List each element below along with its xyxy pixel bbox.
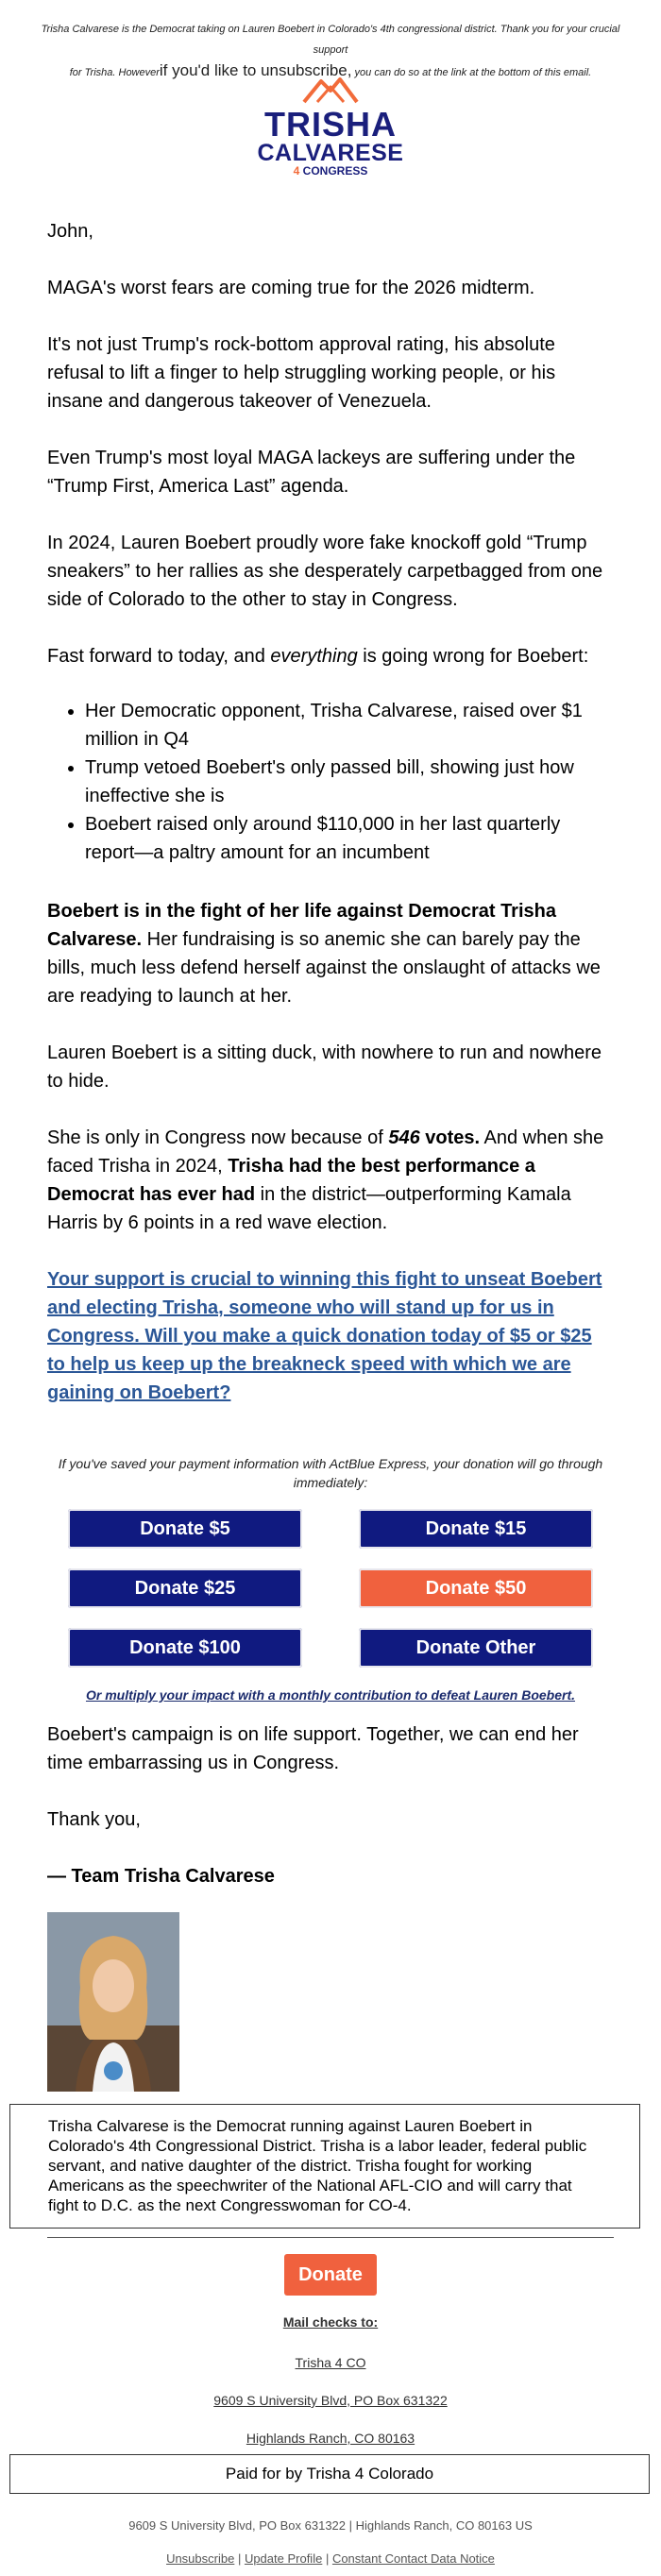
p5-emphasis: everything [270, 646, 358, 667]
paragraph-1: MAGA's worst fears are coming true for the 2026 midterm. [47, 278, 535, 298]
paragraph-3: Even Trump's most loyal MAGA lackeys are suffering under the “Trump First, America Last” agenda. [47, 448, 576, 497]
candidate-bio: Trisha Calvarese is the Democrat running against Lauren Boebert in Colorado's 4th Congressional District. Trisha is a labor leader, federal public servant, and native daughter of the district. Trisha fought for working Americans as the speechwriter of the National AFL-CIO and will carry that fight to D.C. as the next Congresswoman for CO-4. [9, 2104, 640, 2229]
list-item: • Boebert raised only around $110,000 in her last quarterly report—a paltry amount for an incumbent [85, 810, 614, 867]
data-notice-link[interactable]: Constant Contact Data Notice [331, 2551, 495, 2566]
p8-vote-count: 546 [388, 1127, 420, 1148]
candidate-photo [47, 1912, 179, 2092]
paragraph-6 [47, 897, 614, 1010]
donate-25-button[interactable]: Donate $25 [68, 1568, 302, 1608]
donate-other-button[interactable]: Donate Other [359, 1628, 593, 1668]
campaign-logo [250, 76, 411, 176]
divider [47, 2237, 614, 2238]
footer-separator: | [234, 2551, 245, 2566]
mail-checks-heading: Mail checks to: [282, 2314, 379, 2330]
footer-separator: | [322, 2551, 332, 2566]
mountain-logo-icon [300, 76, 361, 104]
donate-5-button[interactable]: Donate $5 [68, 1509, 302, 1549]
thank-you: Thank you, [47, 1809, 141, 1830]
p6-rest: Her fundraising is so anemic she can barely pay the bills, much less defend herself against the onslaught of attacks we are readying to launch at her. [47, 929, 601, 1007]
monthly-contribution-link[interactable]: Or multiply your impact with a monthly contribution to defeat Lauren Boebert. [85, 1687, 576, 1703]
logo-tagline-text: CONGRESS [302, 164, 368, 178]
list-item: • Trump vetoed Boebert's only passed bill, showing just how ineffective she is [85, 754, 614, 810]
candidate-portrait-icon [47, 1912, 179, 2092]
greeting: John, [47, 221, 93, 242]
preheader [38, 19, 623, 83]
bullet-list [47, 697, 614, 867]
p8-text-c: in the district—outperforming Kamala Harris by 6 points in a red wave election. [47, 1184, 571, 1233]
p5-text-b: is going wrong for Boebert: [357, 646, 589, 667]
logo-tagline [250, 164, 411, 178]
list-item: • Her Democratic opponent, Trisha Calvarese, raised over $1 million in Q4 [85, 697, 614, 754]
paragraph-2: It's not just Trump's rock-bottom approval rating, his absolute refusal to lift a finger to help struggling working people, or his insane and dangerous takeover of Venezuela. [47, 334, 556, 412]
p5-text-a: Fast forward to today, and [47, 646, 271, 667]
paragraph-5 [47, 642, 614, 670]
p8-text-a: She is only in Congress now because of [47, 1127, 389, 1148]
closing-paragraph: Boebert's campaign is on life support. Together, we can end her time embarrassing us in Congress. [47, 1724, 579, 1773]
unsubscribe-link[interactable]: Unsubscribe [166, 2551, 235, 2566]
preheader-text-a: for Trisha. However [69, 67, 160, 78]
mail-line-2[interactable]: 9609 S University Blvd, PO Box 631322 [213, 2393, 448, 2408]
mail-line-3[interactable]: Highlands Ranch, CO 80163 [246, 2431, 415, 2446]
cta-paragraph [47, 1265, 614, 1407]
mail-line-1[interactable]: Trisha 4 CO [295, 2355, 366, 2370]
preheader-text-b: you can do so at the link at the bottom of this email. [351, 67, 592, 78]
footer-address: 9609 S University Blvd, PO Box 631322 | Highlands Ranch, CO 80163 US [128, 2518, 533, 2533]
logo-last-name: CALVARESE [257, 140, 404, 166]
p8-text-b: And when she faced Trisha in 2024, [47, 1127, 604, 1177]
cta-donate-link[interactable]: Your support is crucial to winning this fight to unseat Boebert and electing Trisha, someone who will stand up for us in Congress. Will you make a quick donation today of $5 or $25 to help us keep up the breakneck speed with which we are gaining on Boebert? [47, 1269, 602, 1403]
p8-bold: Trisha had the best performance a Democrat has ever had [47, 1156, 535, 1205]
paragraph-4: In 2024, Lauren Boebert proudly wore fake knockoff gold “Trump sneakers” to her rallies as she desperately carpetbagged from one side of Colorado to the other to stay in Congress. [47, 533, 603, 610]
paragraph-8 [47, 1124, 614, 1237]
paragraph-7: Lauren Boebert is a sitting duck, with nowhere to run and nowhere to hide. [47, 1042, 602, 1092]
donate-button[interactable]: Donate [284, 2254, 377, 2296]
signature: — Team Trisha Calvarese [47, 1866, 275, 1887]
donate-15-button[interactable]: Donate $15 [359, 1509, 593, 1549]
donate-50-button[interactable]: Donate $50 [359, 1568, 593, 1608]
donate-100-button[interactable]: Donate $100 [68, 1628, 302, 1668]
logo-tagline-number: 4 [293, 164, 303, 178]
preheader-unsubscribe-text: if you'd like to unsubscribe, [159, 61, 352, 79]
logo-first-name: TRISHA [264, 105, 397, 144]
p6-bold: Boebert is in the fight of her life against Democrat Trisha Calvarese. [47, 901, 556, 950]
actblue-express-note: If you've saved your payment information with ActBlue Express, your donation will go through immediately: [58, 1456, 603, 1490]
footer-links [47, 2551, 614, 2566]
update-profile-link[interactable]: Update Profile [244, 2551, 323, 2566]
preheader-line-1: Trisha Calvarese is the Democrat taking on Lauren Boebert in Colorado's 4th congressional district. Thank you for your crucial support [41, 24, 620, 56]
p8-votes-word: votes. [419, 1127, 481, 1148]
paid-for-disclaimer: Paid for by Trisha 4 Colorado [9, 2454, 650, 2494]
